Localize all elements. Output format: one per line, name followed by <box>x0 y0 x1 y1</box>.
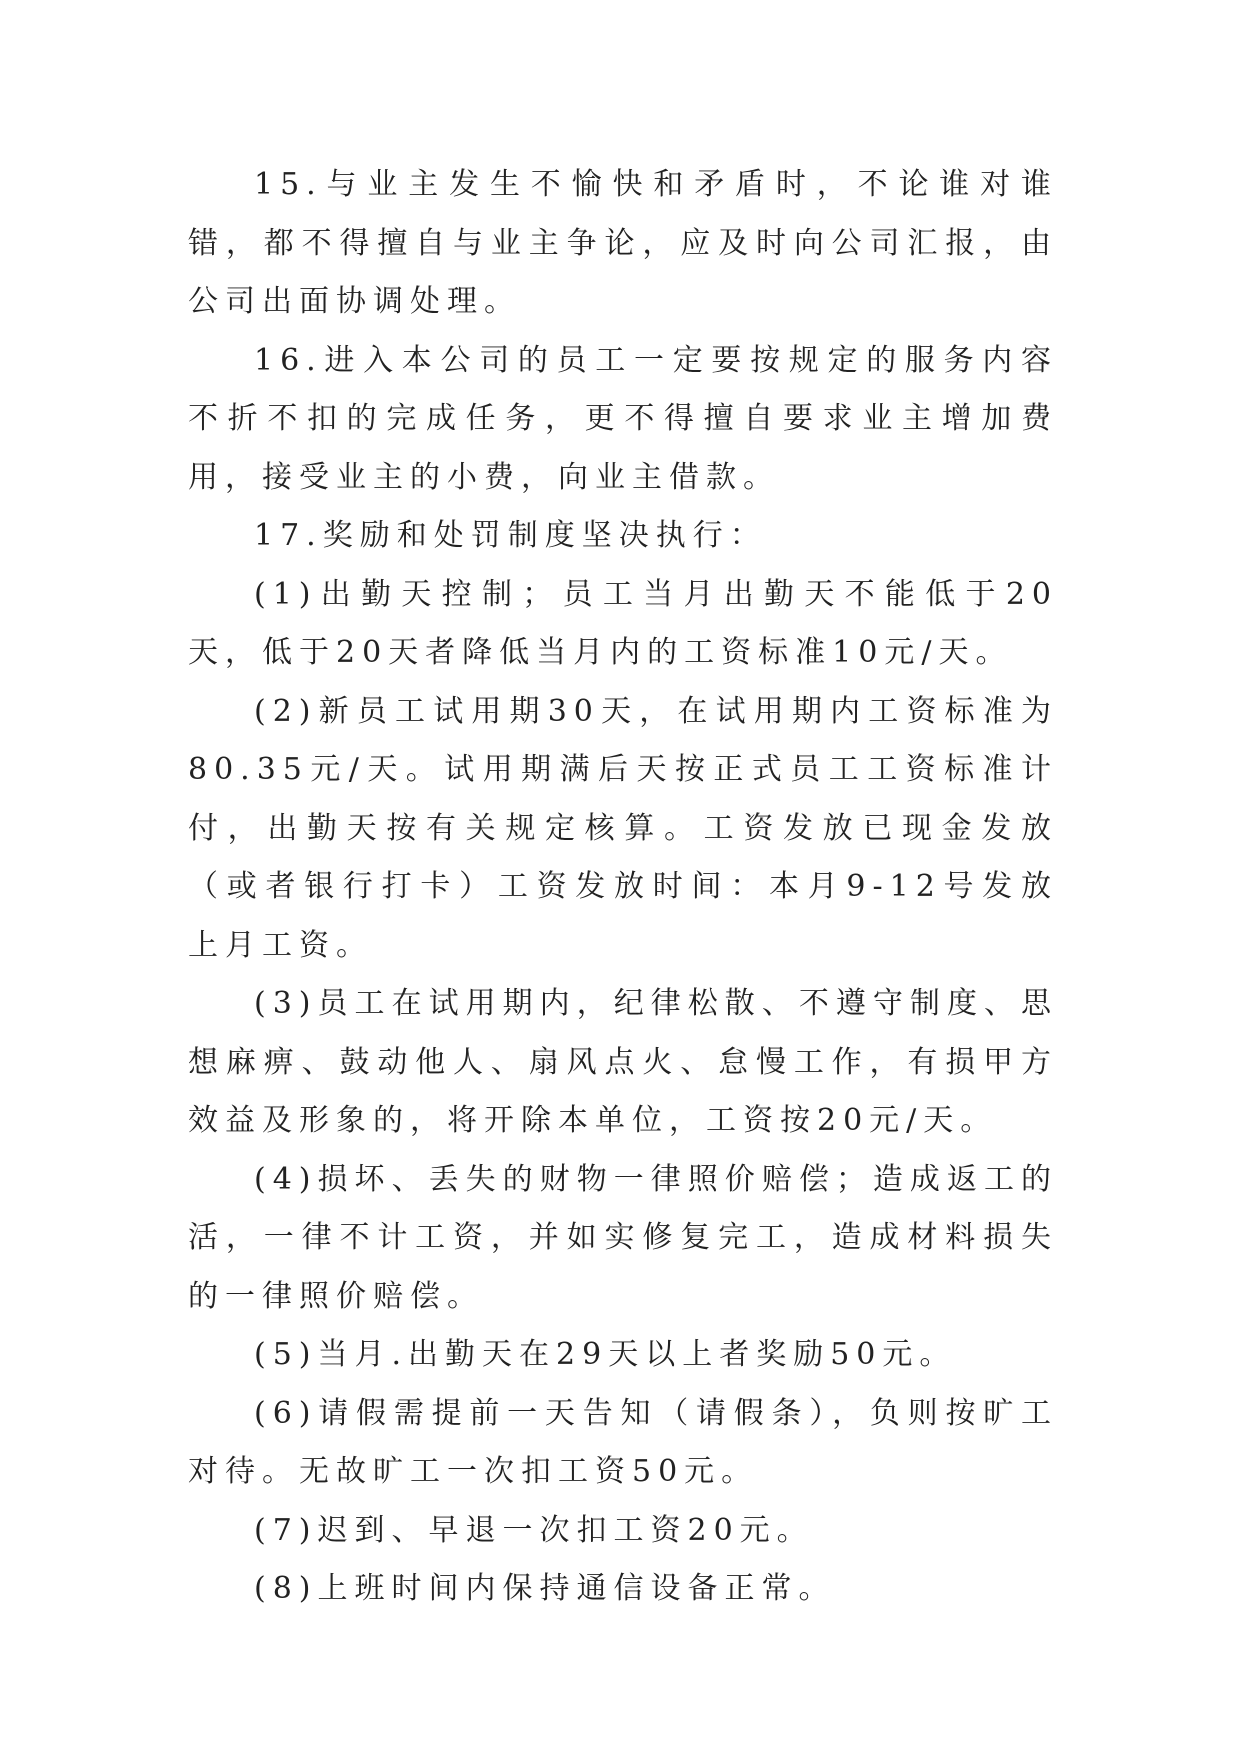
rule-17-heading: 17.奖励和处罚制度坚决执行： <box>254 518 767 553</box>
rule-17-item-7: (7)迟到、早退一次扣工资20元。 <box>254 1512 814 1548</box>
rule-16-paragraph: 16.进入本公司的员工一定要按规定的服务内容不折不扣的完成任务，更不得擅自要求业主增加费用，接受业主的小费，向业主借款。 <box>188 342 1058 495</box>
rule-17-item-3: (3)员工在试用期内，纪律松散、不遵守制度、思想麻痹、鼓动他人、扇风点火、怠慢工作，有损甲方效益及形象的，将开除本单位，工资按20元/天。 <box>188 986 1058 1138</box>
rule-17-item-5: (5)当月.出勤天在29天以上者奖励50元。 <box>254 1337 957 1372</box>
rule-17-item-8: (8)上班时间内保持通信设备正常。 <box>254 1571 836 1606</box>
rule-17-item-2: (2)新员工试用期30天，在试用期内工资标准为80.35元/天。试用期满后天按正式员工工资标准计付，出勤天按有关规定核算。工资发放已现金发放（或者银行打卡）工资发放时间：本月9-12号发放上月工资。 <box>188 693 1058 963</box>
rule-15-paragraph: 15.与业主发生不愉快和矛盾时，不论谁对谁错，都不得擅自与业主争论，应及时向公司汇报，由公司出面协调处理。 <box>188 167 1058 319</box>
document-body <box>188 156 1058 1619</box>
rule-17-item-6: (6)请假需提前一天告知（请假条），负则按旷工对待。无故旷工一次扣工资50元。 <box>188 1395 1058 1489</box>
rule-17-item-4: (4)损坏、丢失的财物一律照价赔偿；造成返工的活，一律不计工资，并如实修复完工，造成材料损失的一律照价赔偿。 <box>188 1161 1058 1314</box>
rule-17-item-1: (1)出勤天控制；员工当月出勤天不能低于20天，低于20天者降低当月内的工资标准10元/天。 <box>188 576 1058 670</box>
